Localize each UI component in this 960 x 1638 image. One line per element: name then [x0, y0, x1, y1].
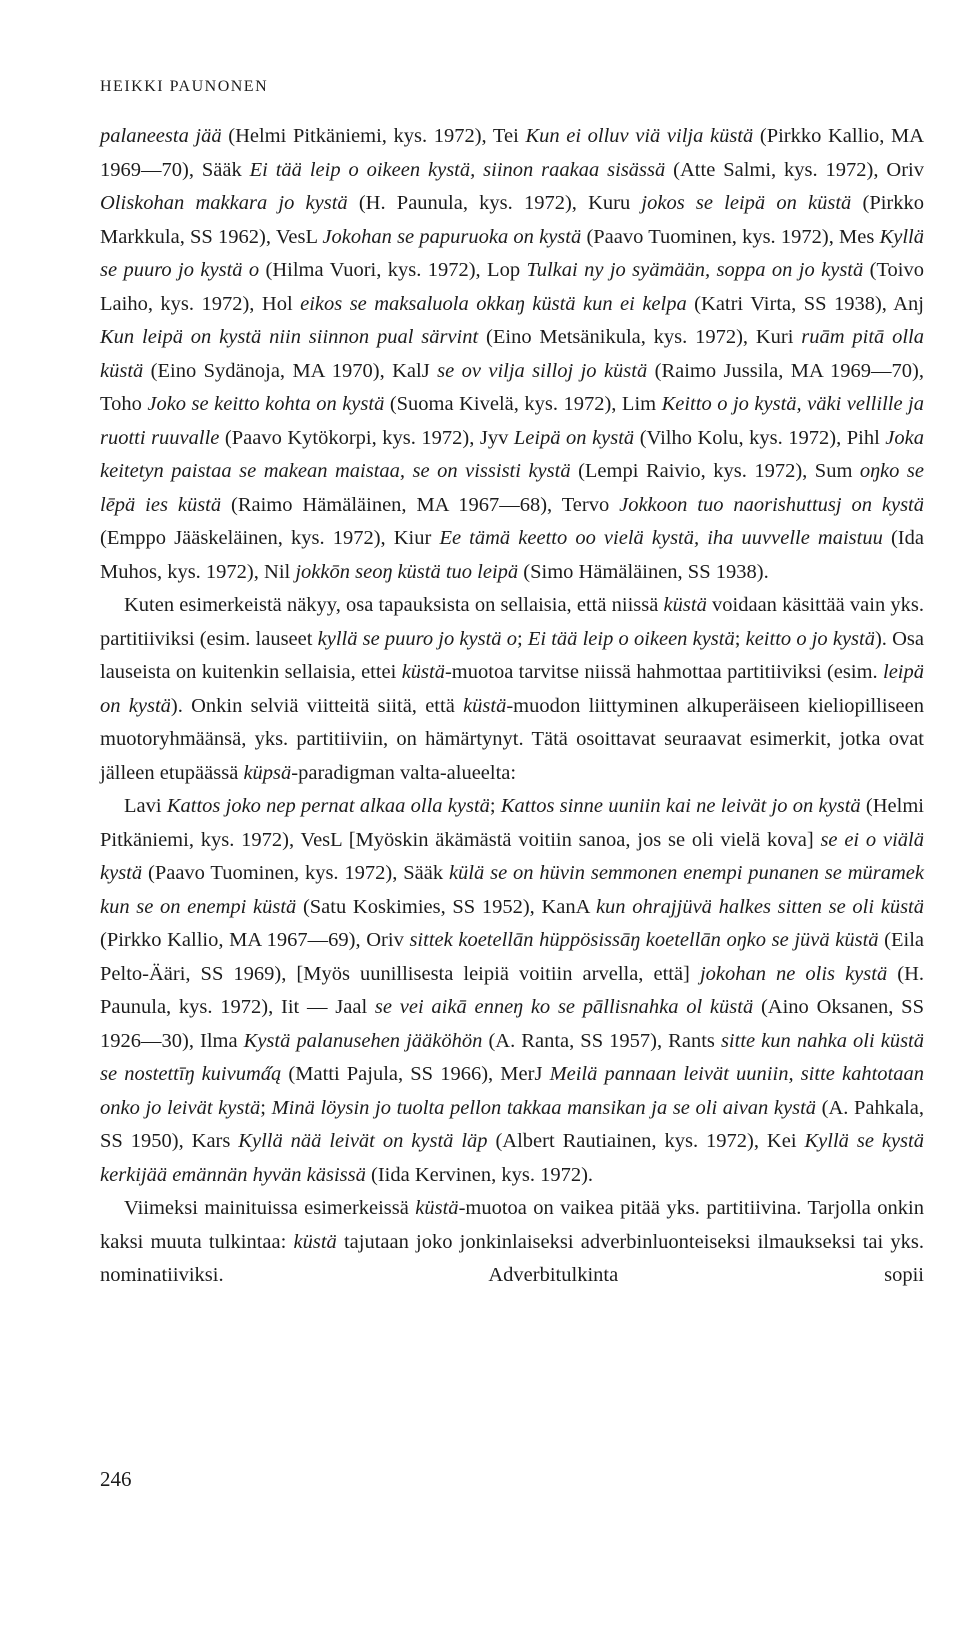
- text-run: tajutaan joko jonkinlaiseksi adverbinluonteiseksi ilmaukseksi tai yks. nominatiiviksi. Adverbitulkinta sopii: [100, 1230, 924, 1286]
- text-run: (Raimo Hämäläinen, MA 1967—68), Tervo: [221, 493, 620, 516]
- italic-example: leipä on kystä: [100, 661, 924, 717]
- text-run: (Ida Muhos, kys. 1972), Nil: [100, 527, 924, 583]
- running-head: HEIKKI PAUNONEN: [100, 78, 269, 95]
- italic-example: eikos se maksaluola okkaŋ küstä kun ei kelpa: [300, 292, 687, 315]
- italic-example: kun ohrajjüvä halkes sitten se oli küstä: [595, 895, 924, 918]
- text-run: (Vilho Kolu, kys. 1972), Pihl: [634, 426, 886, 449]
- text-run: (Paavo Tuominen, kys. 1972), Sääk: [142, 862, 449, 884]
- text-run: -muotoa tarvitse niissä hahmottaa partitiiviksi (esim.: [444, 661, 883, 683]
- text-run: -muotoa on vaikea pitää yks. partitiivina. Tarjolla onkin kaksi muuta tulkintaa:: [100, 1197, 924, 1253]
- italic-example: Leipä on kystä: [513, 426, 635, 449]
- text-run: (A. Ranta, SS 1957), Rants: [482, 1029, 721, 1052]
- italic-example: Jokohan se papuruoka on kystä: [322, 225, 582, 248]
- text-run: (Pirkko Markkula, SS 1962), VesL: [100, 192, 924, 248]
- paragraph-3: [100, 790, 924, 1192]
- italic-example: sitte kun nahka oli küstä se nostettīŋ kuivuma̋ą: [100, 1029, 924, 1085]
- text-run: (Suoma Kivelä, kys. 1972), Lim: [384, 393, 662, 415]
- italic-example: Joko se keitto kohta on kystä: [147, 393, 385, 415]
- italic-example: Tulkai ny jo syämään, soppa on jo kystä: [526, 259, 864, 281]
- italic-example: Joka keitetyn paistaa se makean maistaa, se on vissisti kystä: [100, 426, 924, 482]
- italic-example: jokkōn seoŋ küstä tuo leipä: [295, 560, 519, 583]
- body-text: [100, 120, 924, 1293]
- italic-example: Meilä pannaan leivät uuniin, sitte kahtotaan onko jo leivät kystä: [100, 1063, 924, 1119]
- text-run: Lavi: [124, 795, 167, 817]
- paragraph-4: [100, 1192, 924, 1293]
- paragraph-1: [100, 120, 924, 589]
- text-run: (Atte Salmi, kys. 1972), Oriv: [665, 158, 924, 181]
- paragraph-2: [100, 589, 924, 790]
- text-run: (Aino Oksanen, SS 1926—30), Ilma: [100, 996, 924, 1052]
- italic-example: Kyllä se puuro jo kystä o: [100, 225, 924, 281]
- italic-example: Kattos joko nep pernat alkaa olla kystä: [166, 795, 490, 817]
- text-run: (Hilma Vuori, kys. 1972), Lop: [259, 259, 527, 281]
- text-run: voidaan käsittää vain yks. partitiiviksi (esim. lauseet: [100, 594, 924, 650]
- italic-example: küstä: [293, 1230, 337, 1253]
- italic-example: kyllä se puuro jo kystä o: [317, 627, 517, 650]
- text-run: (Pirkko Kallio, MA 1969—70), Sääk: [100, 125, 925, 181]
- italic-example: Keitto o jo kystä, väki vellille ja ruotti ruuvalle: [100, 393, 925, 449]
- italic-example: küstä: [401, 661, 445, 683]
- italic-example: se vei aikā enneŋ ko se pāllisnahka ol küstä: [374, 996, 754, 1018]
- text-run: (Satu Koskimies, SS 1952), KanA: [296, 895, 596, 918]
- text-run: (A. Pahkala, SS 1950), Kars: [100, 1096, 925, 1152]
- text-run: (Toivo Laiho, kys. 1972), Hol: [100, 259, 924, 315]
- italic-example: jokos se leipä on küstä: [641, 192, 852, 214]
- italic-example: Ei tää leip o oikeen kystä, siinon raakaa sisässä: [249, 158, 666, 181]
- italic-example: Jokkoon tuo naorishuttusj on kystä: [619, 493, 924, 516]
- text-run: (H. Paunula, kys. 1972), Iit — Jaal: [100, 962, 925, 1018]
- italic-example: Oliskohan makkara jo kystä: [100, 192, 348, 214]
- italic-example: Kystä palanusehen jääköhön: [243, 1029, 483, 1052]
- text-run: (Matti Pajula, SS 1966), MerJ: [281, 1063, 550, 1085]
- italic-example: Kun ei olluv viä vilja küstä: [525, 125, 754, 147]
- italic-example: küstä: [663, 594, 707, 616]
- text-run: ;: [489, 795, 501, 817]
- italic-example: Kattos sinne uuniin kai ne leivät jo on kystä: [500, 795, 861, 817]
- italic-example: oŋko se lēpä ies küstä: [100, 460, 924, 516]
- italic-example: Kun leipä on kystä niin siinnon pual särvint: [100, 326, 479, 348]
- italic-example: se ov vilja silloj jo küstä: [437, 359, 648, 382]
- italic-example: keitto o jo kystä: [745, 627, 875, 650]
- text-run: Viimeksi mainituissa esimerkeissä: [124, 1197, 416, 1219]
- italic-example: küstä: [463, 694, 507, 717]
- text-run: (Lempi Raivio, kys. 1972), Sum: [570, 460, 860, 482]
- text-run: (Katri Virta, SS 1938), Anj: [686, 292, 925, 315]
- italic-example: külä se on hüvin semmonen enempi punanen se müramek kun se on enempi küstä: [100, 862, 924, 918]
- text-run: -muodon liittyminen alkuperäiseen kieliopilliseen muotoryhmäänsä, yks. partitiiviin, on hämärtynyt. Tätä osoittavat seuraavat esimerkit, jotka ovat jälleen etupäässä: [100, 694, 925, 784]
- text-run: (H. Paunula, kys. 1972), Kuru: [347, 192, 642, 214]
- text-run: ). Onkin selviä viitteitä siitä, että: [170, 694, 464, 717]
- italic-example: Ei tää leip o oikeen kystä: [527, 627, 735, 650]
- text-run: (Raimo Jussila, MA 1969—70), Toho: [100, 359, 924, 415]
- text-run: Kuten esimerkeistä näkyy, osa tapauksista on sellaisia, että niissä: [124, 594, 664, 616]
- italic-example: Kyllä se kystä kerkijää emännän hyvän käsissä: [100, 1130, 924, 1186]
- page-number: 246: [100, 1467, 132, 1491]
- italic-example: se ei o viälä kystä: [100, 828, 924, 884]
- text-run: (Eino Sydänoja, MA 1970), KalJ: [143, 359, 438, 382]
- italic-example: Minä löysin jo tuolta pellon takkaa mansikan ja se oli aivan kystä: [271, 1096, 817, 1119]
- text-run: (Albert Rautiainen, kys. 1972), Kei: [487, 1130, 805, 1152]
- italic-example: küstä: [415, 1197, 459, 1219]
- italic-example: Kyllä nää leivät on kystä läp: [238, 1130, 488, 1152]
- text-run: ;: [734, 627, 746, 650]
- text-run: (Eila Pelto-Ääri, SS 1969), [Myös uunillisesta leipiä voitiin arvella, että]: [100, 929, 924, 985]
- text-run: (Helmi Pitkäniemi, kys. 1972), Tei: [221, 125, 526, 147]
- italic-example: Ee tämä keetto oo vielä kystä, iha uuvvelle maistuu: [439, 527, 883, 549]
- italic-example: palaneesta jää: [100, 125, 222, 147]
- text-run: ;: [516, 627, 528, 650]
- italic-example: küpsä: [243, 761, 292, 784]
- text-run: (Iida Kervinen, kys. 1972).: [365, 1163, 594, 1186]
- text-run: ;: [260, 1096, 272, 1119]
- italic-example: sittek koetellān hüppösissāŋ koetellān oŋko se jüvä küstä: [409, 929, 879, 951]
- italic-example: ruām pitā olla küstä: [100, 326, 924, 382]
- italic-example: jokohan ne olis kystä: [699, 962, 888, 985]
- text-run: (Eino Metsänikula, kys. 1972), Kuri: [478, 326, 802, 348]
- text-run: (Emppo Jääskeläinen, kys. 1972), Kiur: [100, 527, 440, 549]
- text-run: (Simo Hämäläinen, SS 1938).: [518, 560, 769, 583]
- text-run: (Paavo Kytökorpi, kys. 1972), Jyv: [219, 426, 514, 449]
- text-run: (Helmi Pitkäniemi, kys. 1972), VesL [Myöskin äkämästä voitiin sanoa, jos se oli vielä kova]: [100, 795, 924, 851]
- text-run: ). Osa lauseista on kuitenkin sellaisia, ettei: [100, 627, 924, 683]
- text-run: (Paavo Tuominen, kys. 1972), Mes: [581, 225, 880, 248]
- text-run: -paradigman valta-alueelta:: [291, 761, 517, 784]
- text-run: (Pirkko Kallio, MA 1967—69), Oriv: [100, 929, 410, 951]
